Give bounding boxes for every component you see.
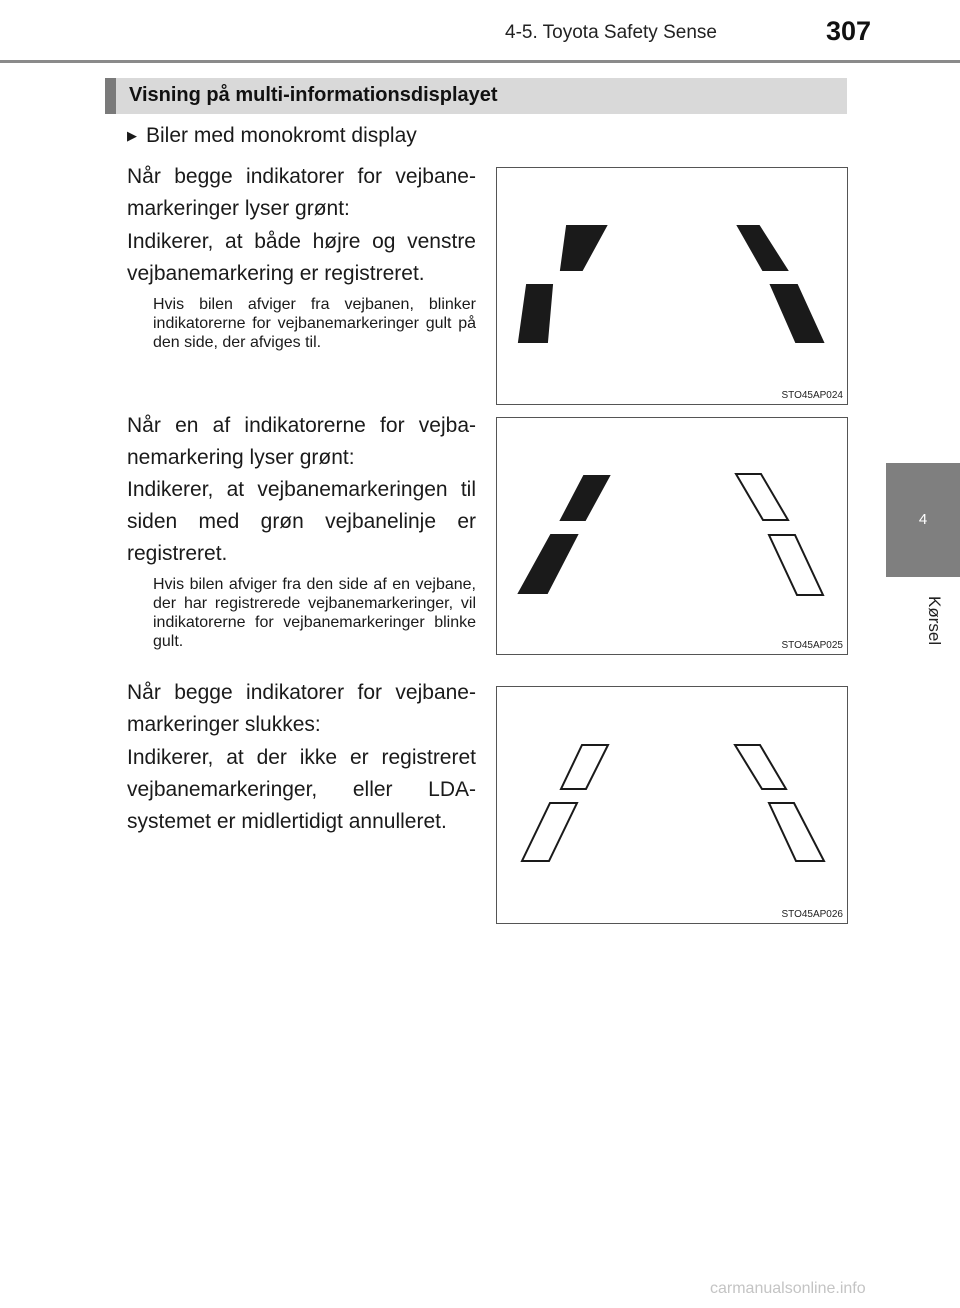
paragraph-5: Når begge indikatorer for vejbanemarkeringer slukkes: (127, 681, 476, 736)
section-heading-bar (105, 78, 847, 114)
right-lane-upper-marker (738, 226, 787, 270)
left-lane-upper-marker (561, 226, 606, 270)
left-lane-lower-marker (522, 803, 577, 861)
paragraph-2: Indikerer, at både højre og venstre vejbanemarkering er registreret. (127, 230, 476, 285)
right-lane-upper-marker (735, 745, 786, 789)
paragraph-4: Indikerer, at vejbanemarkeringen til siden med grøn vejbanelinje er registreret. (127, 478, 476, 565)
bullet-text: Biler med monokromt display (146, 124, 417, 147)
paragraph-note-2: Hvis bilen afviger fra den side af en vejbane, der har registrerede vejbanemarkeringer, vil indikatorerne for vejbanemarkeringer blinke gult. (153, 576, 476, 650)
left-lane-upper-marker (561, 476, 609, 520)
figure-code: STO45AP025 (781, 640, 843, 651)
right-lane-upper-marker (736, 474, 788, 520)
right-lane-lower-marker (771, 285, 823, 342)
page-number: 307 (826, 16, 872, 46)
paragraph-1: Når begge indikatorer for vejbanemarkeringer lyser grønt: (127, 165, 476, 220)
figure-code: STO45AP026 (781, 909, 843, 920)
chapter-tab (886, 463, 960, 577)
right-lane-lower-marker (769, 535, 823, 595)
left-lane-lower-marker (519, 285, 552, 342)
chapter-label: Kørsel (925, 596, 944, 646)
paragraph-6: Indikerer, at der ikke er registreret vejbanemarkeringer, eller LDA-systemet er midlertidigt annulleret. (127, 746, 476, 833)
figure-code: STO45AP024 (781, 390, 843, 401)
paragraph-note-1: Hvis bilen afviger fra vejbanen, blinker indikatorerne for vejbanemarkeringer gult på den side, der afviges til. (153, 296, 476, 351)
figure-both-lanes-detected (496, 167, 848, 405)
watermark: carmanualsonline.info (710, 1280, 866, 1297)
header-section-title: 4-5. Toyota Safety Sense (505, 22, 717, 43)
chapter-number: 4 (918, 511, 928, 528)
bullet-item (127, 122, 417, 152)
right-lane-lower-marker (769, 803, 824, 861)
figure-no-lanes-detected (496, 686, 848, 924)
section-title: Visning på multi-informationsdisplayet (129, 84, 498, 106)
left-lane-upper-marker (561, 745, 608, 789)
figure-one-lane-detected (496, 417, 848, 655)
left-lane-lower-marker (519, 535, 577, 593)
paragraph-3: Når en af indikatorerne for vejbanemarkering lyser grønt: (127, 414, 476, 469)
header-rule (0, 60, 960, 63)
triangle-right-icon: ▶ (127, 128, 137, 143)
